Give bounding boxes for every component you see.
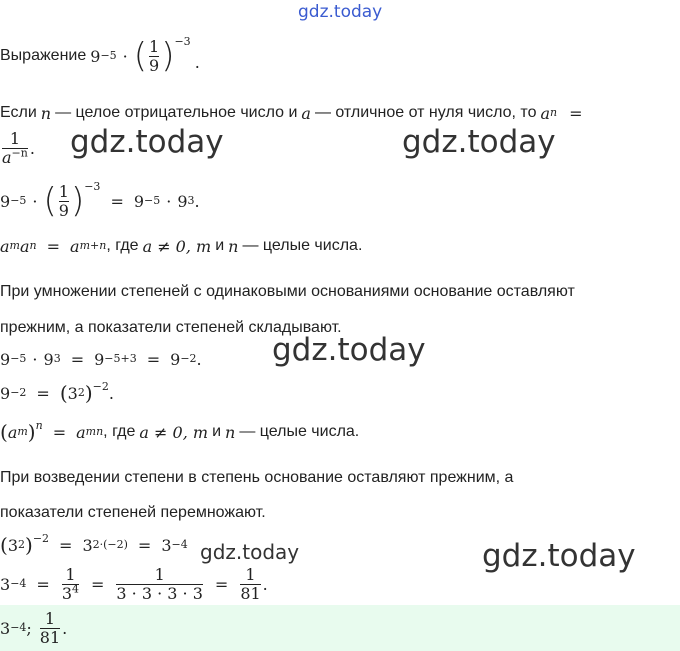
math-equals: = xyxy=(137,535,152,555)
fraction xyxy=(116,566,203,603)
math-var: n xyxy=(40,103,52,123)
expression-line: Выражение 9 −5 · ( $\frac{1}{9}$ ) $^{-3}$ . xyxy=(0,35,200,76)
rule-text-line: При возведении степени в степень основание оставляют прежним, а xyxy=(0,469,514,486)
math-var: n xyxy=(228,236,239,256)
math-base: 9 xyxy=(0,349,11,369)
math-period: . xyxy=(62,618,68,638)
paren-open: ( xyxy=(0,420,8,444)
fraction-denominator: 9 xyxy=(58,200,69,220)
rule-text-line: прежним, а показатели степеней складывают. xyxy=(0,319,342,336)
text: — целые числа. xyxy=(239,423,360,440)
fraction-numerator: 1 xyxy=(149,36,160,56)
math-condition: a ≠ 0, m xyxy=(142,236,212,256)
math-equals: = xyxy=(146,349,161,369)
math-var: a xyxy=(76,422,86,442)
fraction xyxy=(59,183,69,220)
math-var: a xyxy=(301,103,311,123)
watermark: gdz.today xyxy=(402,124,556,160)
math-equals: = xyxy=(110,191,124,211)
math-base: 9 xyxy=(177,191,188,211)
math-base: 9 xyxy=(170,349,181,369)
math-base: 9 xyxy=(43,349,54,369)
answer-block xyxy=(0,605,680,651)
fraction-numerator: 1 xyxy=(245,564,256,584)
math-var: a xyxy=(19,236,30,256)
definition-line: Если n — целое отрицательное число и a — отличное от нуля число, то a n = xyxy=(0,103,583,123)
expression-label: Выражение xyxy=(0,47,87,64)
math-base: 9 xyxy=(90,46,101,66)
paren-open: ( xyxy=(0,533,8,557)
math-separator: ; xyxy=(26,618,32,638)
paren-open: ( xyxy=(43,181,57,221)
math-dot: · xyxy=(166,191,172,211)
text: и xyxy=(215,237,225,254)
paren-close: ) xyxy=(161,36,175,76)
math-condition: a ≠ 0, m xyxy=(139,422,209,442)
math-equals: = xyxy=(52,422,67,442)
math-base: 3 xyxy=(82,535,93,555)
math-base: 3 xyxy=(0,574,11,594)
math-dot: · xyxy=(32,191,38,211)
text: , где xyxy=(106,237,139,254)
equation-line: 9 −5 · 9 3 = 9 −5+3 = 9 −2 . xyxy=(0,349,202,369)
fraction-denominator: 81 xyxy=(39,627,61,647)
paren-open: ( xyxy=(133,36,148,76)
answer-line: 3 −4 ; $\frac{1}{81}$ . xyxy=(0,608,68,647)
watermark-top: gdz.today xyxy=(298,2,383,22)
math-equals: = xyxy=(91,574,105,594)
math-base: 3 xyxy=(161,535,172,555)
math-base: 9 xyxy=(133,191,145,211)
fraction-denominator: $3^4$ xyxy=(61,582,79,603)
fraction-numerator: 1 xyxy=(65,564,76,584)
math-var: a xyxy=(540,103,551,123)
text: и xyxy=(212,423,221,440)
math-base: 9 xyxy=(0,383,11,403)
equation-line: 9 −5 · ( $\frac{1}{9}$ ) $^{-3}$ = 9 −5 · 9 3 . xyxy=(0,180,200,221)
fraction-numerator: 1 xyxy=(9,128,21,148)
math-base: 3 xyxy=(7,535,18,555)
paren-close: ) xyxy=(25,533,33,557)
math-var: a xyxy=(7,422,18,442)
math-var: a xyxy=(0,236,10,256)
fraction-denominator: 81 xyxy=(240,583,261,603)
math-equals: = xyxy=(36,383,50,403)
math-var: a xyxy=(70,236,80,256)
fraction-numerator: 1 xyxy=(58,181,69,201)
fraction xyxy=(2,130,28,167)
math-equals: = xyxy=(569,103,583,123)
fraction xyxy=(240,566,260,603)
rule-text-line: При умножении степеней с одинаковыми основаниями основание оставляют xyxy=(0,283,575,300)
watermark: gdz.today xyxy=(200,540,300,564)
fraction-denominator: $a^{-n}$ xyxy=(2,146,28,167)
fraction-numerator: 1 xyxy=(154,564,165,584)
property-line: ( a m ) $^n$ = a mn , где a ≠ 0, m и n — целые числа. xyxy=(0,419,360,444)
math-equals: = xyxy=(70,349,85,369)
math-equals: = xyxy=(36,574,50,594)
math-dot: · xyxy=(32,349,38,369)
equation-line: ( 3 2 ) $^{-2}$ = 3 2·(−2) = 3 −4 xyxy=(0,532,188,557)
fraction xyxy=(62,566,79,603)
paren-close: ) xyxy=(27,420,36,444)
text: — целые числа. xyxy=(242,237,363,254)
text: , где xyxy=(103,423,136,440)
fraction xyxy=(149,38,159,75)
rule-text-line: показатели степеней перемножают. xyxy=(0,504,266,521)
math-period: . xyxy=(29,138,35,158)
text: — целое отрицательное число и xyxy=(55,104,298,121)
paren-close: ) xyxy=(70,181,85,221)
math-equals: = xyxy=(46,236,61,256)
text: — отличное от нуля число, то xyxy=(314,104,537,121)
fraction xyxy=(40,610,60,647)
math-base: 9 xyxy=(94,349,105,369)
math-base: 3 xyxy=(0,618,11,638)
math-period: . xyxy=(194,191,200,211)
paren-open: ( xyxy=(59,381,68,405)
watermark: gdz.today xyxy=(482,538,636,574)
math-equals: = xyxy=(214,574,229,594)
math-period: . xyxy=(108,383,114,403)
watermark: gdz.today xyxy=(272,332,426,368)
math-var: n xyxy=(225,422,236,442)
property-line: a m a n = a m+n , где a ≠ 0, m и n — целые числа. xyxy=(0,236,363,256)
math-equals: = xyxy=(59,535,73,555)
fraction-numerator: 1 xyxy=(44,608,56,628)
equation-line: 3 −4 = $\frac{1}{3^4}$ = $\frac{1}{3 \cdot 3 \cdot 3 \cdot 3}$ = $\frac{1}{81}$ . xyxy=(0,564,268,603)
paren-close: ) xyxy=(84,381,93,405)
math-period: . xyxy=(262,574,268,594)
fraction-denominator: 9 xyxy=(149,55,160,75)
math-dot: · xyxy=(122,46,128,66)
math-period: . xyxy=(194,52,200,72)
text: Если xyxy=(0,104,37,121)
math-period: . xyxy=(196,349,202,369)
watermark: gdz.today xyxy=(70,124,224,160)
fraction-line xyxy=(0,126,35,170)
equation-line: 9 −2 = ( 3 2 ) $^{-2}$ . xyxy=(0,380,114,405)
math-base: 3 xyxy=(67,383,78,403)
math-base: 9 xyxy=(0,191,11,211)
fraction-denominator: 3 · 3 · 3 · 3 xyxy=(116,583,203,603)
